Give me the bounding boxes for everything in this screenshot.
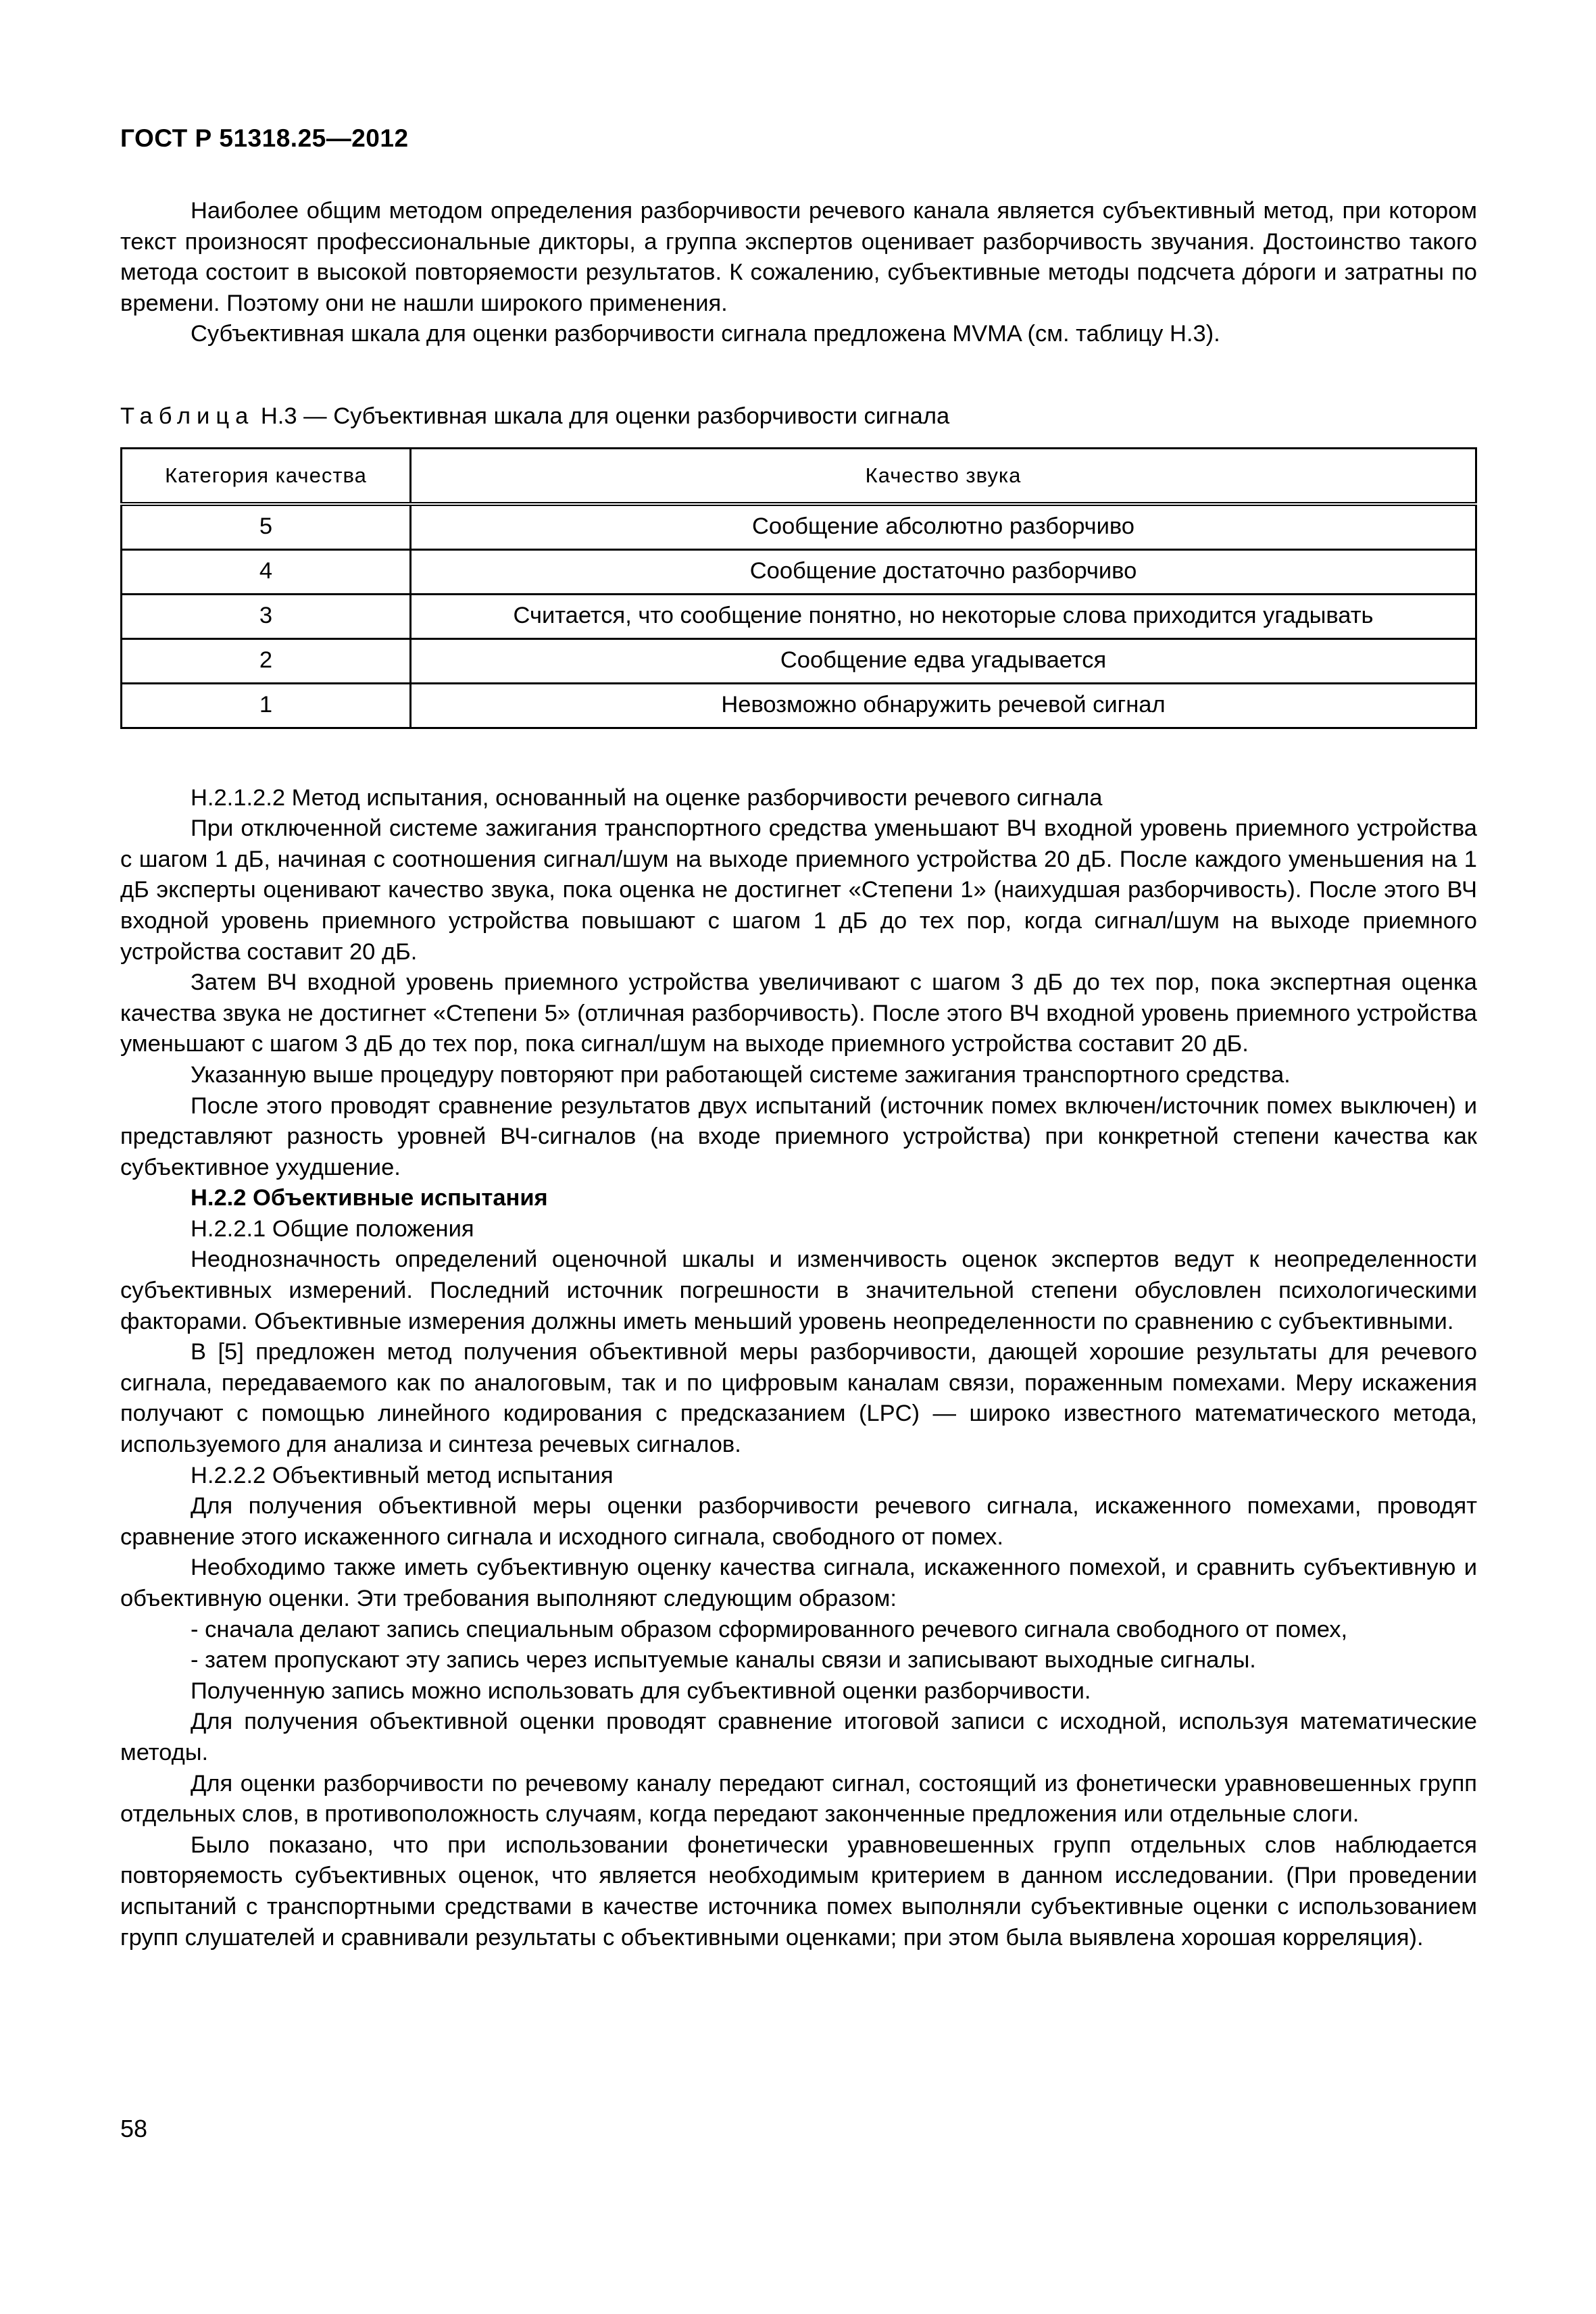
cell-category: 5 xyxy=(122,504,411,550)
header-quality: Качество звука xyxy=(411,448,1476,504)
cell-category: 3 xyxy=(122,594,411,638)
clause-title: Н.2.1.2.2 Метод испытания, основанный на оценке разборчивости речевого сигнала xyxy=(191,784,1103,811)
table-row xyxy=(122,549,1476,594)
paragraph: Для получения объективной меры оценки разборчивости речевого сигнала, искаженного помехами, проводят сравнение этого искаженного сигнала и исходного сигнала, свободного от помех. xyxy=(120,1493,1477,1550)
paragraph: Затем ВЧ входной уровень приемного устройства увеличивают с шагом 3 дБ до тех пор, пока экспертная оценка качества звука не достигнет «Степени 5» (отличная разборчивость). После этого ВЧ входной уровень приемного устройства уменьшают с шагом 3 дБ до тех пор, пока сигнал/шум на выходе приемного устройства составит 20 дБ. xyxy=(120,970,1477,1057)
paragraph: Было показано, что при использовании фонетически уравновешенных групп отдельных слов наблюдается повторяемость субъективных оценок, что является необходимым критерием в данном исследовании. (При проведении испытаний с транспортными средствами в качестве источника помех выполняли субъективные оценки с использованием групп слушателей и сравнивали результаты с объективными оценками; при этом была выявлена хорошая корреляция). xyxy=(120,1832,1477,1951)
table-caption xyxy=(120,401,1477,432)
table-row xyxy=(122,638,1476,683)
paragraph: Указанную выше процедуру повторяют при работающей системе зажигания транспортного средства. xyxy=(191,1061,1291,1088)
clause-title: Н.2.2.1 Общие положения xyxy=(191,1215,474,1242)
table-row xyxy=(122,683,1476,728)
paragraph: Неоднозначность определений оценочной шкалы и изменчивость оценок экспертов ведут к неопределенности субъективных измерений. Последний источник погрешности в значительной степени обусловлен психологическими факторами. Объективные измерения должны иметь меньший уровень неопределенности по сравнению с субъективными. xyxy=(120,1247,1477,1334)
cell-quality: Сообщение абсолютно разборчиво xyxy=(411,504,1476,550)
cell-category: 4 xyxy=(122,549,411,594)
cell-quality: Невозможно обнаружить речевой сигнал xyxy=(411,683,1476,728)
cell-quality: Сообщение едва угадывается xyxy=(411,638,1476,683)
table-caption-label: Таблица xyxy=(120,403,255,429)
paragraph: Для оценки разборчивости по речевому каналу передают сигнал, состоящий из фонетически уравновешенных групп отдельных слов, в противоположность случаям, когда передают законченные предложения или отдельные слоги. xyxy=(120,1770,1477,1828)
table-caption-text: Н.3 — Субъективная шкала для оценки разборчивости сигнала xyxy=(260,403,950,429)
paragraph: Необходимо также иметь субъективную оценку качества сигнала, искаженного помехой, и сравнить субъективную и объективную оценки. Эти требования выполняют следующим образом: xyxy=(120,1555,1477,1611)
list-item: - сначала делают запись специальным образом сформированного речевого сигнала свободного от помех, xyxy=(191,1616,1348,1642)
section-heading: Н.2.2 Объективные испытания xyxy=(191,1185,548,1211)
cell-quality: Считается, что сообщение понятно, но некоторые слова приходится угадывать xyxy=(411,594,1476,638)
cell-category: 1 xyxy=(122,683,411,728)
page-content xyxy=(120,196,1477,1953)
cell-quality: Сообщение достаточно разборчиво xyxy=(411,549,1476,594)
cell-category: 2 xyxy=(122,638,411,683)
paragraph: Для получения объективной оценки проводят сравнение итоговой записи с исходной, используя математические методы. xyxy=(120,1709,1477,1765)
paragraph: Субъективная шкала для оценки разборчивости сигнала предложена MVMA (см. таблицу Н.3). xyxy=(191,321,1220,347)
table-header-row xyxy=(122,448,1476,504)
paragraph: В [5] предложен метод получения объективной меры разборчивости, дающей хорошие результаты для речевого сигнала, передаваемого как по аналоговым, так и по цифровым каналам связи, пораженным помехами. Меру искажения получают с помощью линейного кодирования с предсказанием (LPC) — широко известного математического метода, используемого для анализа и синтеза речевых сигналов. xyxy=(120,1339,1477,1458)
page-number: 58 xyxy=(120,2115,148,2142)
table-row xyxy=(122,594,1476,638)
clause-title: Н.2.2.2 Объективный метод испытания xyxy=(191,1462,614,1488)
header-category: Категория качества xyxy=(122,448,411,504)
table-row xyxy=(122,504,1476,550)
paragraph: После этого проводят сравнение результатов двух испытаний (источник помех включен/источник помех выключен) и представляют разность уровней ВЧ-сигналов (на входе приемного устройства) при конкретной степени качества как субъективное ухудшение. xyxy=(120,1092,1477,1180)
list-item: - затем пропускают эту запись через испытуемые каналы связи и записывают выходные сигналы. xyxy=(191,1647,1256,1674)
document-standard-header: ГОСТ Р 51318.25—2012 xyxy=(120,124,409,152)
paragraph: При отключенной системе зажигания транспортного средства уменьшают ВЧ входной уровень приемного устройства с шагом 1 дБ, начиная с соотношения сигнал/шум на выходе приемного устройства 20 дБ. После каждого уменьшения на 1 дБ эксперты оценивают качество звука, пока оценка не достигнет «Степени 1» (наихудшая разборчивость). После этого ВЧ входной уровень приемного устройства повышают с шагом 1 дБ до тех пор, когда сигнал/шум на выходе приемного устройства составит 20 дБ. xyxy=(120,815,1477,965)
quality-scale-table xyxy=(120,447,1477,729)
paragraph: Наиболее общим методом определения разборчивости речевого канала является субъективный метод, при котором текст произносят профессиональные дикторы, а группа экспертов оценивает разборчивость звучания. Достоинство такого метода состоит в высокой повторяемости результатов. К сожалению, субъективные методы подсчета до́роги и затратны по времени. Поэтому они не нашли широкого применения. xyxy=(120,198,1477,316)
paragraph: Полученную запись можно использовать для субъективной оценки разборчивости. xyxy=(191,1678,1091,1704)
